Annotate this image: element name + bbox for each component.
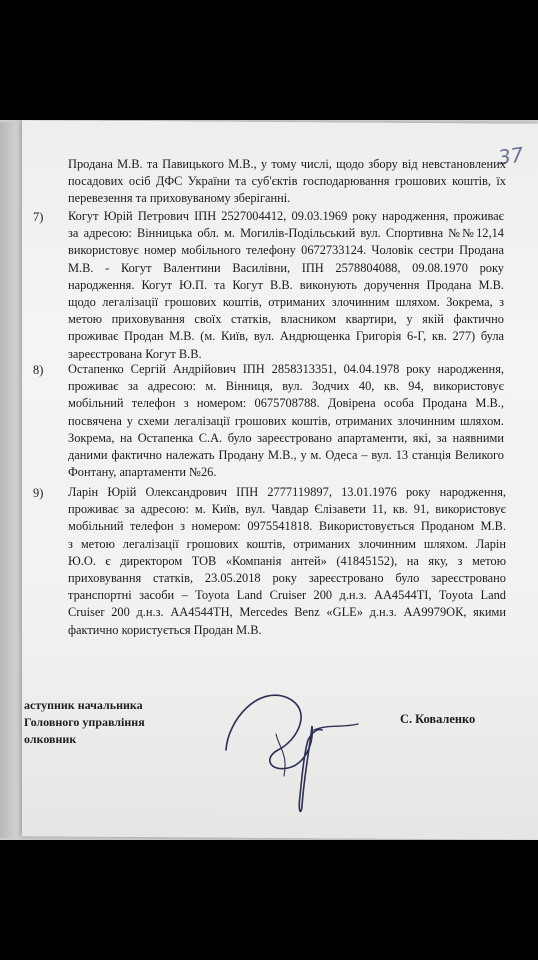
item-number: 9) <box>33 486 44 500</box>
text-line: зареєстрована Когут В.В. <box>68 346 202 361</box>
item-7-paragraph <box>68 208 504 363</box>
handwritten-signature <box>218 680 378 820</box>
signer-name: С. Коваленко <box>400 712 476 726</box>
text-line: фактично користується Продан М.В. <box>68 622 262 637</box>
text-line: даними фактично належать Продану М.В., у м. Одеса – вул. 13 станція Великого <box>68 447 504 462</box>
text-line: посадових осіб ДФС України та суб'єктів господарювання грошових коштів, їх <box>68 174 506 189</box>
handwritten-page-number: 37 <box>496 142 525 170</box>
position-line: Головного управління <box>24 715 145 729</box>
item-number: 8) <box>33 363 44 377</box>
text-line: М.В. - Когут Валентини Василівни, ІПН 2578804088, 09.08.1970 року <box>68 260 504 275</box>
item-9-paragraph <box>68 484 506 639</box>
position-line: олковник <box>24 732 77 746</box>
item-number: 7) <box>33 210 44 224</box>
text-line: проживає Продан М.В. (м. Київ, вул. Андрющенка Григорія 6-Г, кв. 277) була <box>68 329 504 344</box>
text-line: метою приховування своїх статків, власником квартири, у якій фактично <box>68 312 504 327</box>
text-line: Ю.О. є директором ТОВ «Компанія антей» (41845152), на яку, з метою <box>68 553 506 568</box>
text-line: Когут Юрій Петрович ІПН 2527004412, 09.03.1969 року народження, проживає <box>68 209 504 223</box>
text-line: Cruiser 200 д.н.з. АА4544ТН, Mercedes Benz «GLE» д.н.з. АА9979ОК, якими <box>68 605 506 620</box>
text-line: Фонтану, апартаменти №26. <box>68 465 217 480</box>
text-line: Продана М.В. та Павицького М.В., у тому числі, щодо збору від невстановлених <box>68 157 506 171</box>
text-line: проживає за адресою: м. Київ, вул. Чавдар Єлізавети 11, кв. 91, використовує <box>68 502 506 517</box>
text-line: використовує номер мобільного телефону 0672733124. Чоловік сестри Продана <box>68 243 504 258</box>
text-line: Остапенко Сергій Андрійович ІПН 2858313351, 04.04.1978 року народження, <box>68 362 504 376</box>
text-line: з метою легалізації грошових коштів, отриманих злочинним шляхом. Ларін <box>68 536 506 551</box>
intro-paragraph <box>68 156 506 208</box>
item-8-paragraph <box>68 361 504 481</box>
text-line: мобільний телефон з номером: 0975541818. Використовується Проданом М.В. <box>68 519 506 534</box>
text-line: щодо легалізації грошових коштів, отриманих злочинним шляхом. Зокрема, з <box>68 294 504 309</box>
page-edge <box>0 122 22 838</box>
text-line: Ларін Юрій Олександрович ІПН 2777119897, 13.01.1976 року народження, <box>68 485 506 499</box>
text-line: проживає за адресою: м. Вінниця, вул. Зодчих 40, кв. 94, використовує <box>68 379 504 394</box>
text-line: мобільний телефон з номером: 0675708788. Довірена особа Продана М.В., <box>68 396 504 411</box>
text-line: Зокрема, на Остапенка С.А. було зареєстровано апартаменти, які, за наявними <box>68 430 504 445</box>
text-line: народження. Когут Ю.П. та Когут В.В. виконують доручення Продана М.В. <box>68 277 504 292</box>
text-line: приховування статків, 23.05.2018 року зареєстровано було зареєстровано <box>68 570 506 585</box>
signer-position <box>24 697 145 748</box>
position-line: аступник начальника <box>24 698 143 712</box>
text-line: транспортні засоби – Toyota Land Cruiser 200 д.н.з. АА4544ТІ, Toyota Land <box>68 588 506 603</box>
text-line: за адресою: Вінницька обл. м. Могилів-Подільський вул. Спортивна №№12,14 <box>68 226 504 241</box>
text-line: посвячена у схеми легалізації грошових коштів, отриманих злочинним шляхом. <box>68 413 504 428</box>
text-line: перевезення та приховуваному зберіганні. <box>68 191 291 206</box>
